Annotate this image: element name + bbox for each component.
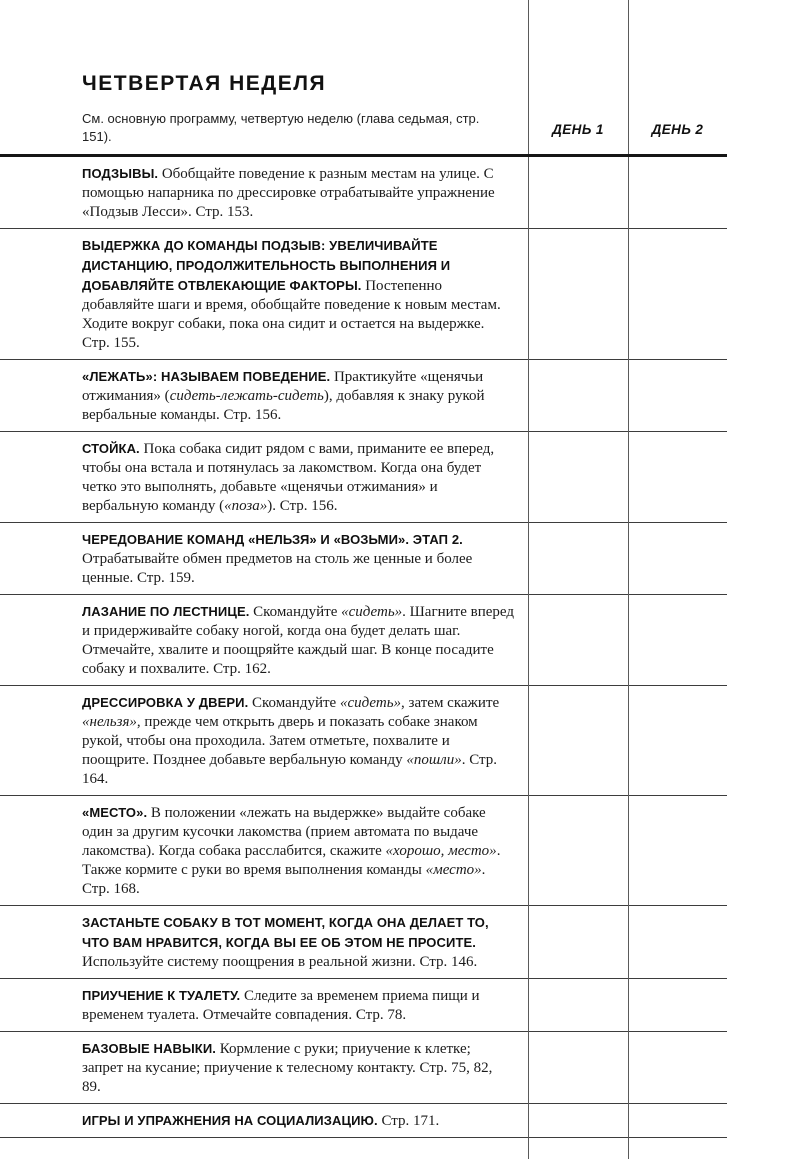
column-header-day-1: ДЕНЬ 1 bbox=[552, 122, 604, 137]
task-title: БАЗОВЫЕ НАВЫКИ. bbox=[82, 1041, 220, 1056]
task-text bbox=[0, 979, 528, 1031]
day1-column-divider bbox=[528, 0, 529, 1159]
day-1-cell bbox=[528, 686, 628, 795]
task-description: Скомандуйте «сидеть», затем скажите «нельзя», прежде чем открыть дверь и показать собаке знаком рукой, чтобы она проходила. Затем отметьте, похвалите и поощрите. Позднее добавьте вербальную команду «пошли». Стр. 164. bbox=[82, 695, 500, 787]
task-text bbox=[0, 595, 528, 685]
task-description: Отрабатывайте обмен предметов на столь же ценные и более ценные. Стр. 159. bbox=[82, 551, 473, 586]
task-row bbox=[0, 1104, 727, 1138]
day-2-cell bbox=[628, 979, 727, 1031]
day-2-cell bbox=[628, 595, 727, 685]
task-title: ЛАЗАНИЕ ПО ЛЕСТНИЦЕ. bbox=[82, 604, 254, 619]
task-row bbox=[0, 906, 727, 979]
task-title: СТОЙКА. bbox=[82, 441, 144, 456]
page-subtitle: См. основную программу, четвертую неделю (глава седьмая, стр. 151). bbox=[82, 111, 480, 144]
day-2-cell bbox=[628, 523, 727, 594]
task-text bbox=[0, 229, 528, 359]
day-2-cell bbox=[628, 229, 727, 359]
task-description: Кормление с руки; приучение к клетке; запрет на кусание; приучение к телесному контакту. Стр. 75, 82, 89. bbox=[82, 1041, 493, 1095]
task-description: Практикуйте «щенячьи отжимания» (сидеть-лежать-сидеть), добавляя к знаку рукой вербальные команды. Стр. 156. bbox=[82, 369, 485, 423]
task-description: В положении «лежать на выдержке» выдайте собаке один за другим кусочки лакомства (прием автомата по выдаче лакомства). Когда собака расслабится, скажите «хорошо, место». Также кормите с руки во время выполнения команды «место». Стр. 168. bbox=[82, 805, 501, 897]
task-row bbox=[0, 796, 727, 906]
task-text bbox=[0, 796, 528, 905]
task-text bbox=[0, 432, 528, 522]
task-text bbox=[0, 360, 528, 431]
task-row bbox=[0, 157, 727, 229]
task-title: ПРИУЧЕНИЕ К ТУАЛЕТУ. bbox=[82, 988, 244, 1003]
task-description: Пока собака сидит рядом с вами, приманите ее вперед, чтобы она встала и потянулась за лакомством. Когда она будет четко это выполнять, добавьте «щенячьи отжимания» и вербальную команду («поза»). Стр. 156. bbox=[82, 441, 495, 514]
day-2-cell bbox=[628, 906, 727, 978]
task-row bbox=[0, 360, 727, 432]
task-title: ДРЕССИРОВКА У ДВЕРИ. bbox=[82, 695, 253, 710]
task-text bbox=[0, 906, 528, 978]
day-1-cell bbox=[528, 1104, 628, 1137]
task-title: ЗАСТАНЬТЕ СОБАКУ В ТОТ МОМЕНТ, КОГДА ОНА ДЕЛАЕТ ТО, ЧТО ВАМ НРАВИТСЯ, КОГДА ВЫ ЕЕ ОБ ЭТОМ НЕ ПРОСИТЕ. bbox=[82, 915, 489, 950]
day-2-cell bbox=[628, 432, 727, 522]
day-1-cell bbox=[528, 595, 628, 685]
task-text bbox=[0, 157, 528, 228]
task-row bbox=[0, 979, 727, 1032]
task-description: Скомандуйте «сидеть». Шагните вперед и придерживайте собаку ногой, когда она будет делать шаг. Отмечайте, хвалите и поощряйте каждый шаг. В конце посадите собаку и похвалите. Стр. 162. bbox=[82, 604, 514, 677]
day-1-cell bbox=[528, 229, 628, 359]
task-title: ИГРЫ И УПРАЖНЕНИЯ НА СОЦИАЛИЗАЦИЮ. bbox=[82, 1113, 382, 1128]
task-title: «ЛЕЖАТЬ»: НАЗЫВАЕМ ПОВЕДЕНИЕ. bbox=[82, 369, 334, 384]
task-text bbox=[0, 1104, 528, 1137]
task-title: «МЕСТО». bbox=[82, 805, 151, 820]
day-1-cell bbox=[528, 432, 628, 522]
task-row bbox=[0, 523, 727, 595]
column-header-day-2: ДЕНЬ 2 bbox=[651, 122, 704, 137]
day-1-cell bbox=[528, 157, 628, 228]
task-row bbox=[0, 595, 727, 686]
day-1-cell bbox=[528, 906, 628, 978]
task-description: Используйте систему поощрения в реальной жизни. Стр. 146. bbox=[82, 954, 478, 970]
task-row bbox=[0, 686, 727, 796]
page-title: ЧЕТВЕРТАЯ НЕДЕЛЯ bbox=[82, 72, 327, 95]
day-1-cell bbox=[528, 523, 628, 594]
task-row bbox=[0, 432, 727, 523]
day-2-cell bbox=[628, 686, 727, 795]
task-description: Постепенно добавляйте шаги и время, обобщайте поведение к новым местам. Ходите вокруг собаки, пока она сидит и остается на выдержке. Стр. 155. bbox=[82, 278, 501, 351]
task-text bbox=[0, 686, 528, 795]
day-1-cell bbox=[528, 979, 628, 1031]
day-2-cell bbox=[628, 1032, 727, 1103]
day-1-cell bbox=[528, 796, 628, 905]
task-description: Следите за временем приема пищи и временем туалета. Отмечайте совпадения. Стр. 78. bbox=[82, 988, 480, 1023]
day-1-cell bbox=[528, 1032, 628, 1103]
day2-column-divider bbox=[628, 0, 629, 1159]
table-header bbox=[0, 0, 727, 157]
task-description: Обобщайте поведение к разным местам на улице. С помощью напарника по дрессировке отрабатывайте упражнение «Подзыв Лесси». Стр. 153. bbox=[82, 166, 495, 220]
task-text bbox=[0, 1032, 528, 1103]
day-2-cell bbox=[628, 157, 727, 228]
task-text bbox=[0, 523, 528, 594]
task-rows bbox=[0, 157, 727, 1138]
task-title: ПОДЗЫВЫ. bbox=[82, 166, 162, 181]
task-title: ВЫДЕРЖКА ДО КОМАНДЫ ПОДЗЫВ: УВЕЛИЧИВАЙТЕ ДИСТАНЦИЮ, ПРОДОЛЖИТЕЛЬНОСТЬ ВЫПОЛНЕНИЯ И ДОБАВЛЯЙТЕ ОТВЛЕКАЮЩИЕ ФАКТОРЫ. bbox=[82, 238, 451, 293]
task-description: Стр. 171. bbox=[381, 1113, 440, 1129]
task-row bbox=[0, 229, 727, 360]
task-title: ЧЕРЕДОВАНИЕ КОМАНД «НЕЛЬЗЯ» И «ВОЗЬМИ». ЭТАП 2. bbox=[82, 532, 463, 547]
day-2-cell bbox=[628, 796, 727, 905]
task-row bbox=[0, 1032, 727, 1104]
day-2-cell bbox=[628, 1104, 727, 1137]
day-2-cell bbox=[628, 360, 727, 431]
day-1-cell bbox=[528, 360, 628, 431]
